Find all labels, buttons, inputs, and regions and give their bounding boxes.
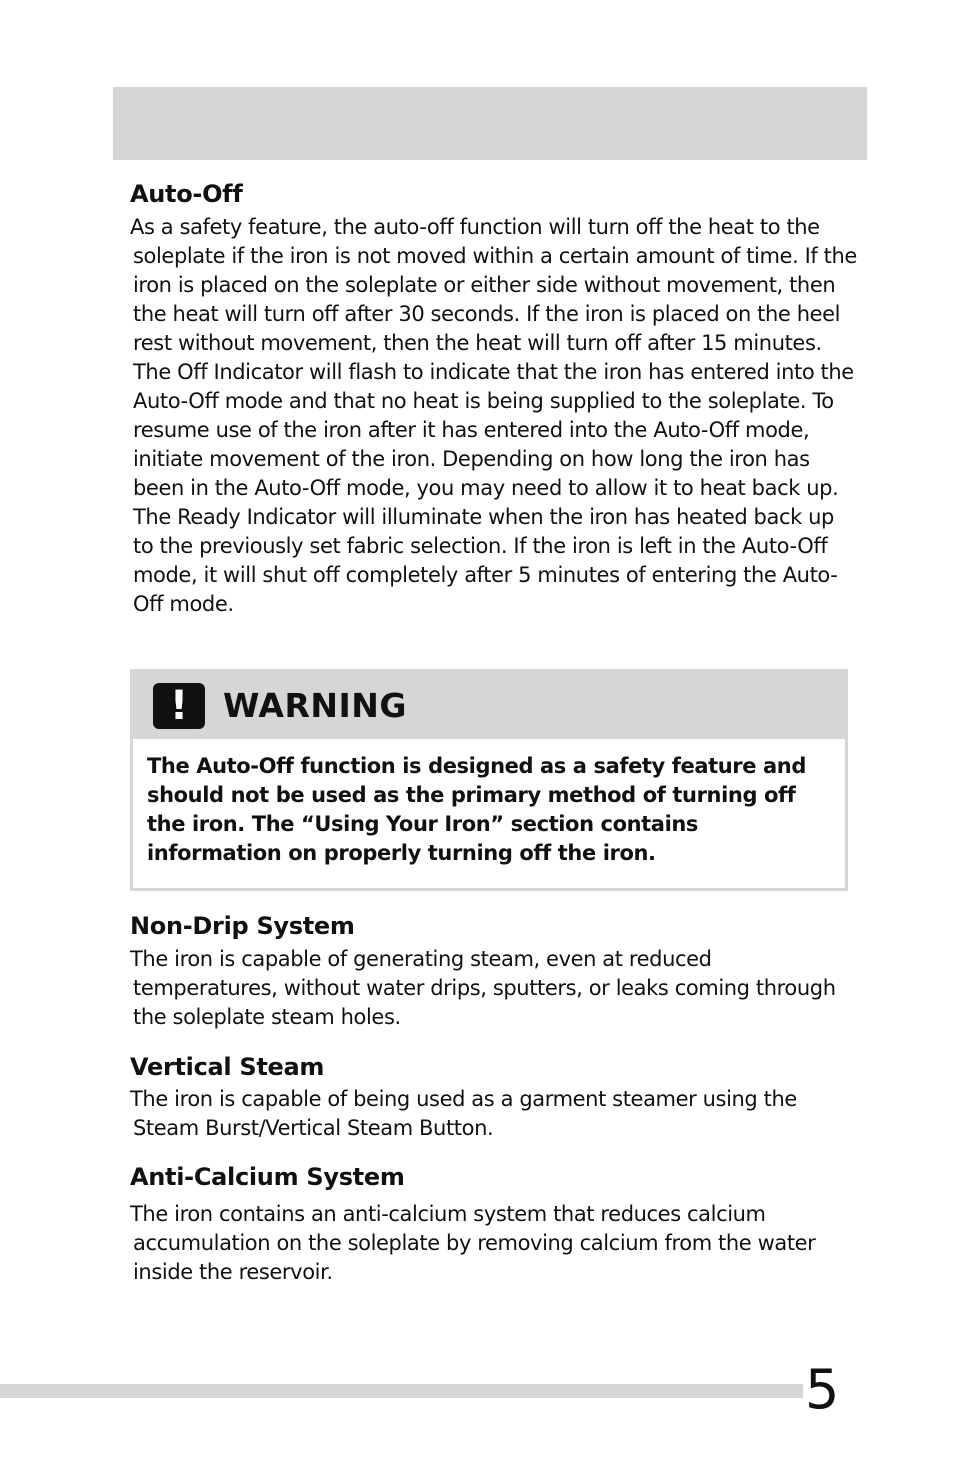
section-non-drip: [130, 911, 860, 1032]
section-anti-calcium: [130, 1162, 860, 1287]
section-auto-off: [130, 179, 860, 619]
footer-band: [0, 1384, 803, 1398]
section-body: The iron contains an anti-calcium system that reduces calcium accumulation on the soleplate by removing calcium from the water inside the reservoir.: [130, 1202, 816, 1284]
warning-box: [130, 669, 848, 891]
section-title: Anti-Calcium System: [130, 1163, 405, 1191]
header-band: [113, 87, 867, 160]
section-title: Non-Drip System: [130, 912, 355, 940]
section-vertical-steam: [130, 1052, 860, 1143]
warning-text: The Auto-Off function is designed as a safety feature and should not be used as the primary method of turning off the iron. The “Using Your Iron” section contains information on properly turning off the iron.: [147, 754, 806, 865]
page-number: 5: [805, 1358, 840, 1421]
section-body: The iron is capable of generating steam, even at reduced temperatures, without water drips, sputters, or leaks coming through the soleplate steam holes.: [130, 947, 836, 1029]
section-title: Vertical Steam: [130, 1053, 325, 1081]
section-body: The iron is capable of being used as a garment steamer using the Steam Burst/Vertical Steam Button.: [130, 1087, 797, 1140]
warning-title: WARNING: [223, 686, 407, 725]
section-title: Auto-Off: [130, 180, 243, 208]
section-body: As a safety feature, the auto-off function will turn off the heat to the soleplate if the iron is not moved within a certain amount of time. If the iron is placed on the soleplate or either side without movement, then the heat will turn off after 30 seconds. If the iron is placed on the heel rest without movement, then the heat will turn off after 15 minutes. The Off Indicator will flash to indicate that the iron has entered into the Auto-Off mode and that no heat is being supplied to the soleplate. To resume use of the iron after it has entered into the Auto-Off mode, initiate movement of the iron. Depending on how long the iron has been in the Auto-Off mode, you may need to allow it to heat back up. The Ready Indicator will illuminate when the iron has heated back up to the previously set fabric selection. If the iron is left in the Auto-Off mode, it will shut off completely after 5 minutes of entering the Auto-Off mode.: [130, 215, 857, 616]
warning-header: [133, 672, 845, 739]
exclamation-icon: !: [153, 683, 205, 729]
